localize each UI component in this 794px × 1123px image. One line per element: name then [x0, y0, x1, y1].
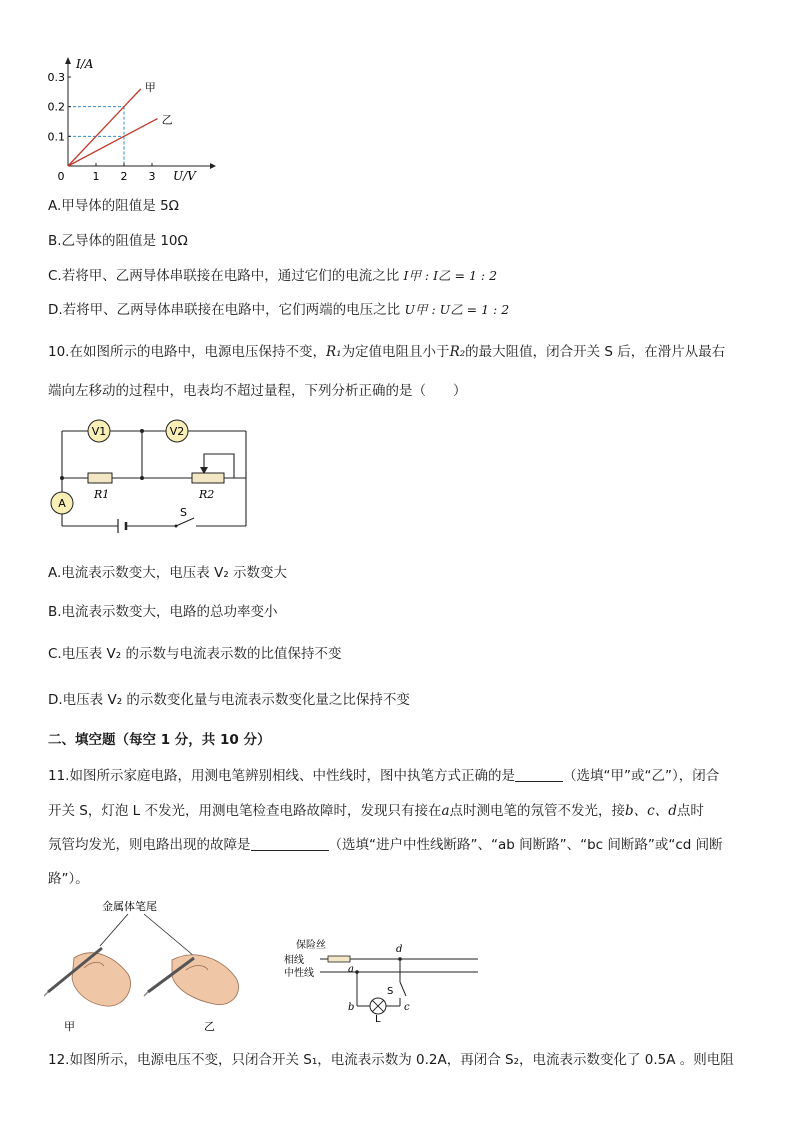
q10-stem-text-a: 10.在如图所示的电路中，电源电压保持不变，	[48, 344, 326, 360]
neutral-wire-label: 中性线	[284, 968, 314, 979]
q11-answer-blank-2[interactable]	[251, 835, 329, 851]
r2-label: R2	[199, 488, 215, 501]
point-b-label: b	[348, 1002, 355, 1013]
q11-text-2a: 开关 S，灯泡 L 不发光，用测电笔检查电路故障时，发现只有接在	[48, 803, 442, 819]
q10-stem-line2: 端向左移动的过程中，电表均不超过量程，下列分析正确的是（ ）	[48, 383, 467, 399]
q11-answer-blank-1[interactable]	[515, 766, 563, 782]
fuse-label: 保险丝	[296, 940, 326, 951]
ammeter-label: A	[58, 497, 66, 510]
series-label: 甲	[144, 80, 156, 94]
hand-jia	[44, 948, 131, 1006]
x-tick-label: 2	[120, 170, 128, 182]
section-heading-fill-in: 二、填空题（每空 1 分，共 10 分）	[48, 732, 271, 748]
series-lines	[68, 81, 173, 166]
q10-option-a: A.电流表示数变大，电压表 V₂ 示数变大	[48, 565, 288, 581]
series-line-jia	[68, 89, 141, 166]
q10-circuit-diagram	[44, 418, 254, 538]
q11-line3	[48, 835, 723, 855]
q11-point-a: a	[441, 803, 450, 819]
q12-line1: 12.如图所示，电源电压不变，只闭合开关 S₁，电流表示数为 0.2A，再闭合 S₂，电流表示数变化了 0.5A 。则电阻	[48, 1052, 734, 1068]
q9-option-d-text: D.若将甲、乙两导体串联接在电路中，它们两端的电压之比	[48, 302, 401, 318]
x-tick-label: 3	[148, 170, 156, 182]
rheostat-r2	[192, 473, 224, 483]
pen-tail-label: 金属体笔尾	[102, 900, 157, 913]
point-c-label: c	[404, 1002, 410, 1013]
iu-graph	[40, 52, 220, 182]
household-circuit-diagram	[280, 938, 485, 1022]
q11-text-2b: 点时测电笔的氖管不发光，接	[449, 803, 626, 819]
q10-r2-symbol: R₂	[449, 344, 466, 360]
switch-lever	[176, 518, 194, 526]
tick-labels	[48, 71, 156, 182]
q11-text-3a: 氖管均发光，则电路出现的故障是	[48, 837, 251, 853]
q9-option-d-formula: U甲 : U乙 = 1 : 2	[404, 302, 510, 317]
r1-label: R1	[94, 488, 110, 501]
q11-text-2c: 点时	[676, 803, 704, 819]
y-axis-label: I/A	[76, 57, 94, 71]
lamp-label: L	[375, 1014, 381, 1022]
live-wire-label: 相线	[284, 955, 304, 966]
origin-label: 0	[57, 170, 65, 182]
q10-stem-text-c: 的最大阻值，闭合开关 S 后，在滑片从最右	[465, 344, 726, 360]
hand-jia-label: 甲	[64, 1020, 75, 1033]
q11-text-1a: 11.如图所示家庭电路，用测电笔辨别相线、中性线时，图中执笔方式正确的是	[48, 768, 515, 784]
y-tick-label: 0.3	[47, 71, 65, 84]
q10-option-b: B.电流表示数变大，电路的总功率变小	[48, 604, 278, 620]
q11-points-bcd: b、c、d	[625, 803, 677, 819]
switch-s-label: S	[387, 986, 394, 997]
q11-line4: 路”）。	[48, 871, 89, 887]
hand-yi	[144, 955, 239, 1005]
x-axis-arrow	[210, 163, 216, 169]
resistor-r1	[88, 473, 112, 483]
fuse	[328, 956, 350, 962]
x-tick-label: 1	[92, 170, 100, 182]
hand-yi-label: 乙	[204, 1020, 215, 1033]
point-a-label: a	[348, 964, 354, 975]
q9-option-b: B.乙导体的阻值是 10Ω	[48, 233, 188, 249]
y-axis-arrow	[65, 57, 71, 64]
y-tick-label: 0.2	[47, 100, 65, 114]
switch-label: S	[180, 506, 187, 519]
v1-label: V1	[91, 425, 107, 438]
q9-option-c	[48, 266, 497, 286]
q11-line1	[48, 766, 719, 786]
q9-option-d	[48, 300, 509, 320]
q11-line2	[48, 801, 704, 821]
q10-r1-symbol: R₁	[325, 344, 342, 360]
q10-option-d: D.电压表 V₂ 的示数变化量与电流表示数变化量之比保持不变	[48, 692, 410, 708]
y-tick-label: 0.1	[47, 130, 65, 144]
x-axis-label: U/V	[173, 169, 196, 182]
q9-option-a: A.甲导体的阻值是 5Ω	[48, 198, 179, 214]
q9-option-c-text: C.若将甲、乙两导体串联接在电路中，通过它们的电流之比	[48, 268, 400, 284]
series-label: 乙	[161, 113, 173, 127]
series-line-yi	[68, 119, 158, 166]
point-d-label: d	[396, 944, 403, 955]
q9-option-c-formula: I甲 : I乙 = 1 : 2	[403, 268, 498, 283]
q10-stem-line1	[48, 342, 725, 362]
q10-stem-text-b: 为定值电阻且小于	[341, 344, 450, 360]
q11-text-1b: （选填“甲”或“乙”），闭合	[562, 768, 720, 784]
test-pen-figure	[44, 896, 254, 1034]
q11-text-3b: （选填“进户中性线断路”、“ab 间断路”、“bc 间断路”或“cd 间断	[328, 837, 723, 853]
v2-label: V2	[169, 425, 185, 438]
q10-option-c: C.电压表 V₂ 的示数与电流表示数的比值保持不变	[48, 646, 342, 662]
